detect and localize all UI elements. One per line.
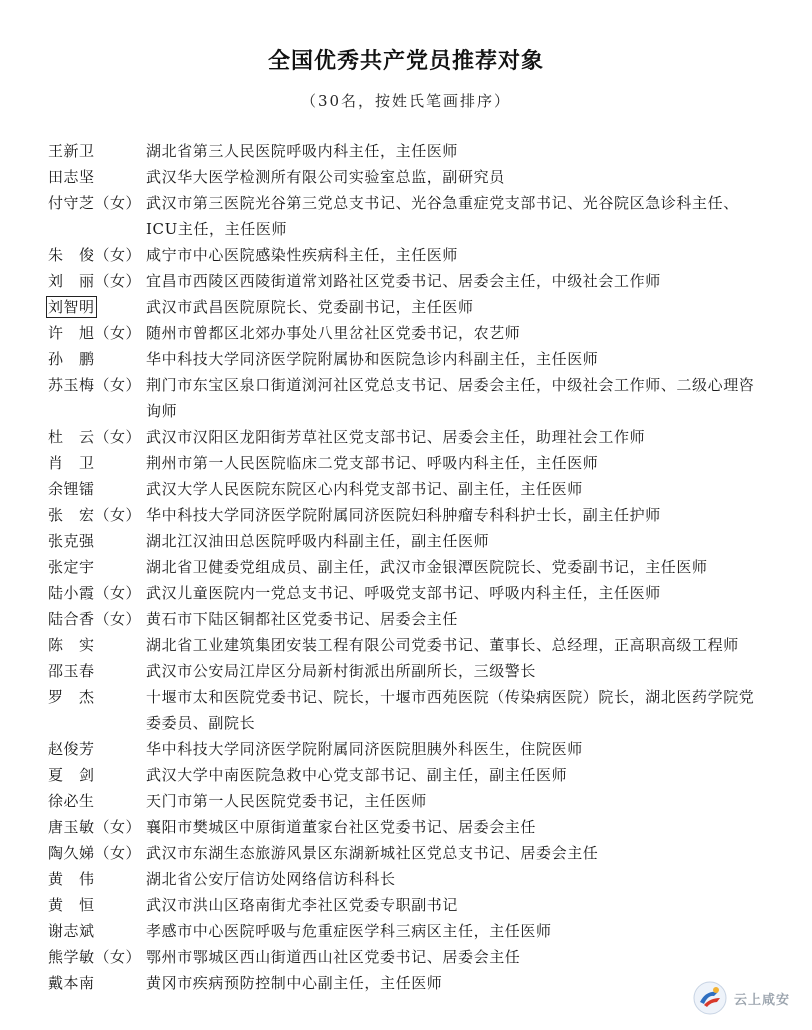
- candidate-gender: （女）: [94, 844, 142, 862]
- candidate-gender: （女）: [94, 818, 142, 836]
- candidate-description: 武汉市第三医院光谷第三党总支书记、光谷急重症党支部书记、光谷院区急诊科主任、ICU主任，主任医师: [146, 194, 739, 238]
- candidate-entry: [48, 476, 768, 502]
- candidate-gender: （女）: [94, 194, 142, 212]
- candidate-name: 戴本南: [48, 974, 95, 992]
- candidate-description: 鄂州市鄂城区西山街道西山社区党委书记、居委会主任: [146, 948, 521, 966]
- candidate-gender: （女）: [94, 610, 142, 628]
- candidate-description: 华中科技大学同济医学院附属同济医院胆胰外科医生，住院医师: [146, 740, 583, 758]
- candidate-name-cell: [48, 580, 146, 606]
- candidate-entry: [48, 814, 768, 840]
- candidate-entry: [48, 268, 768, 294]
- candidate-entry: [48, 450, 768, 476]
- candidate-name: 张 宏: [48, 506, 95, 524]
- candidate-name: 刘智明: [48, 298, 95, 316]
- candidate-description: 荆门市东宝区泉口街道浏河社区党总支书记、居委会主任，中级社会工作师、二级心理咨询师: [146, 376, 755, 420]
- candidate-entry: [48, 320, 768, 346]
- candidate-entry: [48, 424, 768, 450]
- candidate-entry: [48, 970, 768, 996]
- candidate-entry: [48, 580, 768, 606]
- candidate-name-cell: [48, 632, 146, 658]
- candidate-name: 唐玉敏: [48, 818, 95, 836]
- candidate-name: 田志坚: [48, 168, 95, 186]
- candidate-description: 黄石市下陆区铜都社区党委书记、居委会主任: [146, 610, 459, 628]
- candidate-name-cell: [48, 892, 146, 918]
- candidate-name: 苏玉梅: [48, 376, 95, 394]
- candidate-description: 荆州市第一人民医院临床二党支部书记、呼吸内科主任，主任医师: [146, 454, 599, 472]
- candidate-description: 孝感市中心医院呼吸与危重症医学科三病区主任，主任医师: [146, 922, 552, 940]
- candidate-name: 肖 卫: [48, 454, 95, 472]
- candidate-name: 孙 鹏: [48, 350, 95, 368]
- candidate-description: 武汉儿童医院内一党总支书记、呼吸党支部书记、呼吸内科主任，主任医师: [146, 584, 661, 602]
- candidate-name-cell: [48, 372, 146, 398]
- candidate-name-cell: [48, 294, 146, 320]
- candidate-gender: （女）: [94, 246, 142, 264]
- candidate-name-cell: [48, 606, 146, 632]
- page-subtitle: （30名，按姓氏笔画排序）: [300, 92, 512, 110]
- candidate-name-cell: [48, 788, 146, 814]
- candidate-entry: [48, 632, 768, 658]
- candidate-name: 刘 丽: [48, 272, 95, 290]
- watermark-text: 云上咸安: [733, 992, 790, 1008]
- candidate-name-cell: [48, 424, 146, 450]
- candidate-entry: [48, 918, 768, 944]
- candidate-description: 武汉华大医学检测所有限公司实验室总监，副研究员: [146, 168, 505, 186]
- candidate-description: 武汉市汉阳区龙阳街芳草社区党支部书记、居委会主任，助理社会工作师: [146, 428, 646, 446]
- candidate-name: 杜 云: [48, 428, 95, 446]
- candidate-description: 武汉市武昌医院原院长、党委副书记，主任医师: [146, 298, 474, 316]
- candidate-name: 邵玉春: [48, 662, 95, 680]
- candidate-name-cell: [48, 554, 146, 580]
- candidate-name: 朱 俊: [48, 246, 95, 264]
- candidate-name: 陆合香: [48, 610, 95, 628]
- page-title: 全国优秀共产党员推荐对象: [267, 49, 544, 74]
- candidate-description: 华中科技大学同济医学院附属同济医院妇科肿瘤专科科护士长，副主任护师: [146, 506, 661, 524]
- candidate-gender: （女）: [94, 584, 142, 602]
- candidate-description: 武汉大学中南医院急救中心党支部书记、副主任，副主任医师: [146, 766, 568, 784]
- candidate-description: 宜昌市西陵区西陵街道常刘路社区党委书记、居委会主任，中级社会工作师: [146, 272, 661, 290]
- candidate-name-cell: [48, 944, 146, 970]
- candidate-name-cell: [48, 528, 146, 554]
- candidate-entry: [48, 606, 768, 632]
- candidate-entry: [48, 138, 768, 164]
- candidate-description: 湖北省第三人民医院呼吸内科主任，主任医师: [146, 142, 459, 160]
- candidate-name: 余锂镭: [48, 480, 95, 498]
- candidate-description: 天门市第一人民医院党委书记，主任医师: [146, 792, 427, 810]
- candidate-name-cell: [48, 970, 146, 996]
- candidate-entry: [48, 840, 768, 866]
- candidate-entry: [48, 242, 768, 268]
- candidate-list: [48, 138, 768, 996]
- candidate-name-cell: [48, 242, 146, 268]
- candidate-description: 武汉大学人民医院东院区心内科党支部书记、副主任，主任医师: [146, 480, 583, 498]
- candidate-description: 随州市曾都区北郊办事处八里岔社区党委书记，农艺师: [146, 324, 521, 342]
- candidate-name-cell: [48, 762, 146, 788]
- candidate-gender: （女）: [94, 272, 142, 290]
- candidate-description: 湖北省卫健委党组成员、副主任，武汉市金银潭医院院长、党委副书记，主任医师: [146, 558, 708, 576]
- candidate-name-cell: [48, 502, 146, 528]
- candidate-entry: [48, 554, 768, 580]
- candidate-description: 华中科技大学同济医学院附属协和医院急诊内科副主任，主任医师: [146, 350, 599, 368]
- candidate-entry: [48, 164, 768, 190]
- candidate-name-cell: [48, 450, 146, 476]
- candidate-name-cell: [48, 918, 146, 944]
- candidate-name: 陆小霞: [48, 584, 95, 602]
- candidate-entry: [48, 892, 768, 918]
- candidate-entry: [48, 372, 768, 424]
- candidate-name-cell: [48, 840, 146, 866]
- candidate-description: 黄冈市疾病预防控制中心副主任，主任医师: [146, 974, 443, 992]
- candidate-entry: [48, 866, 768, 892]
- candidate-description: 武汉市洪山区珞南街尤李社区党委专职副书记: [146, 896, 459, 914]
- candidate-entry: [48, 294, 768, 320]
- candidate-name-cell: [48, 736, 146, 762]
- candidate-gender: （女）: [94, 324, 142, 342]
- candidate-description: 湖北省工业建筑集团安装工程有限公司党委书记、董事长、总经理，正高职高级工程师: [146, 636, 739, 654]
- candidate-entry: [48, 190, 768, 242]
- candidate-entry: [48, 502, 768, 528]
- candidate-name: 陈 实: [48, 636, 95, 654]
- candidate-name: 赵俊芳: [48, 740, 95, 758]
- candidate-name: 许 旭: [48, 324, 95, 342]
- candidate-description: 武汉市公安局江岸区分局新村街派出所副所长，三级警长: [146, 662, 537, 680]
- candidate-name: 黄 恒: [48, 896, 95, 914]
- candidate-name-cell: [48, 866, 146, 892]
- candidate-gender: （女）: [94, 506, 142, 524]
- candidate-description: 十堰市太和医院党委书记、院长，十堰市西苑医院（传染病医院）院长，湖北医药学院党委委员、副院长: [146, 688, 755, 732]
- candidate-name: 张克强: [48, 532, 95, 550]
- candidate-description: 襄阳市樊城区中原街道董家台社区党委书记、居委会主任: [146, 818, 537, 836]
- candidate-entry: [48, 736, 768, 762]
- candidate-gender: （女）: [94, 376, 142, 394]
- candidate-description: 湖北省公安厅信访处网络信访科科长: [146, 870, 396, 888]
- candidate-name-cell: [48, 320, 146, 346]
- candidate-name: 徐必生: [48, 792, 95, 810]
- candidate-gender: （女）: [94, 428, 142, 446]
- candidate-name-cell: [48, 684, 146, 710]
- candidate-entry: [48, 944, 768, 970]
- candidate-name: 熊学敏: [48, 948, 95, 966]
- candidate-name-cell: [48, 190, 146, 216]
- candidate-entry: [48, 528, 768, 554]
- candidate-description: 湖北江汉油田总医院呼吸内科副主任，副主任医师: [146, 532, 490, 550]
- candidate-name-cell: [48, 346, 146, 372]
- candidate-name-cell: [48, 138, 146, 164]
- candidate-name: 罗 杰: [48, 688, 95, 706]
- candidate-description: 咸宁市中心医院感染性疾病科主任，主任医师: [146, 246, 459, 264]
- candidate-name: 夏 剑: [48, 766, 95, 784]
- candidate-name-cell: [48, 814, 146, 840]
- candidate-entry: [48, 788, 768, 814]
- candidate-entry: [48, 684, 768, 736]
- candidate-name-cell: [48, 658, 146, 684]
- watermark: [692, 980, 790, 1016]
- candidate-gender: （女）: [94, 948, 142, 966]
- candidate-name: 张定宇: [48, 558, 95, 576]
- candidate-name: 陶久娣: [48, 844, 95, 862]
- candidate-entry: [48, 658, 768, 684]
- cloud-logo-icon: [692, 980, 728, 1016]
- candidate-name: 谢志斌: [48, 922, 95, 940]
- candidate-name-cell: [48, 164, 146, 190]
- candidate-name-cell: [48, 268, 146, 294]
- candidate-name: 付守芝: [48, 194, 95, 212]
- candidate-entry: [48, 762, 768, 788]
- candidate-description: 武汉市东湖生态旅游风景区东湖新城社区党总支书记、居委会主任: [146, 844, 599, 862]
- candidate-name-cell: [48, 476, 146, 502]
- candidate-name: 黄 伟: [48, 870, 95, 888]
- candidate-name: 王新卫: [48, 142, 95, 160]
- candidate-entry: [48, 346, 768, 372]
